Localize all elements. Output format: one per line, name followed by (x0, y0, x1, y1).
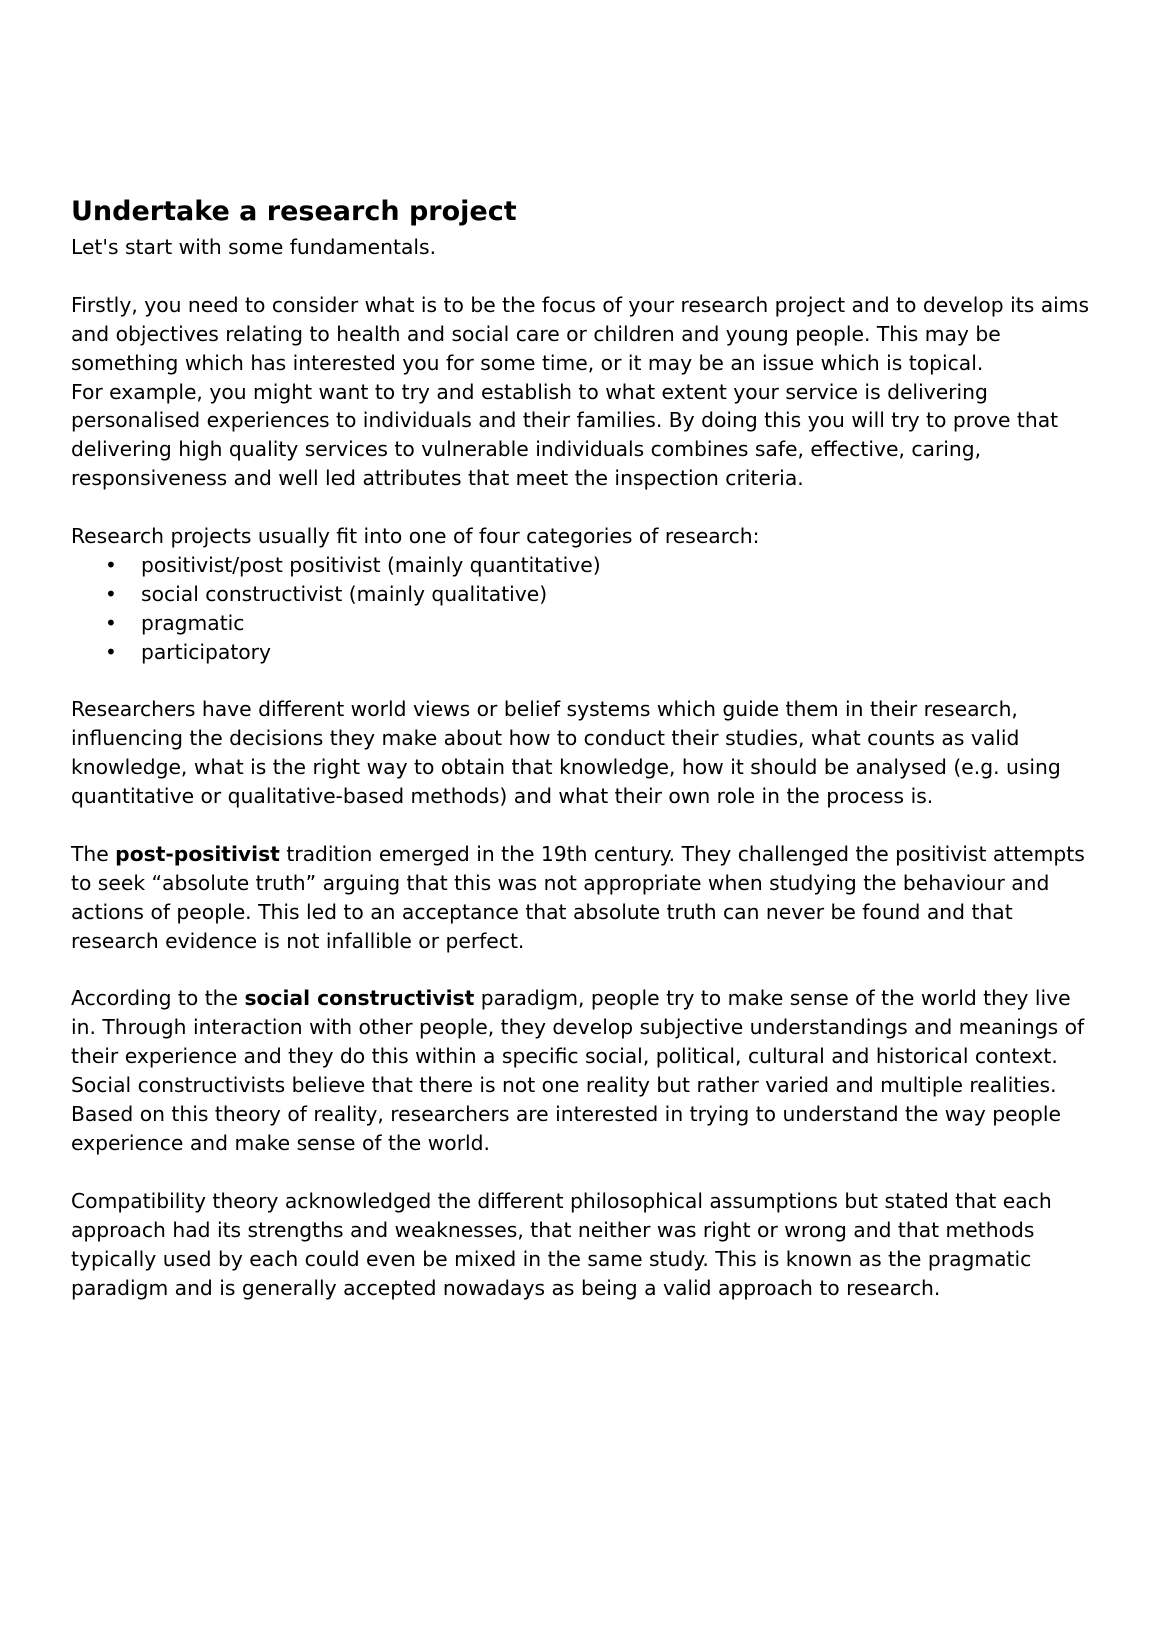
post-positivist-lead: The (71, 841, 116, 866)
list-item-text: positivist/post positivist (mainly quantitative) (141, 552, 601, 577)
post-positivist-paragraph (71, 840, 1101, 956)
compatibility-paragraph: Compatibility theory acknowledged the different philosophical assumptions but stated that each approach had its strengths and weaknesses, that neither was right or wrong and that methods typically used by each could even be mixed in the same study. This is known as the pragmatic paradigm and is generally accepted nowadays as being a valid approach to research. (71, 1188, 1052, 1300)
worldviews-paragraph: Researchers have different world views or belief systems which guide them in their research, influencing the decisions they make about how to conduct their studies, what counts as valid knowledge, what is the right way to obtain that knowledge, how it should be analysed (e.g. using quantitative or qualitative-based methods) and what their own role in the process is. (71, 697, 1061, 809)
categories-list (71, 551, 1101, 667)
list-item (71, 580, 1101, 609)
paragraph-spacer (71, 667, 1101, 696)
social-constructivist-lead: According to the (71, 986, 245, 1011)
paragraph-spacer (71, 956, 1101, 985)
page-title: Undertake a research project (71, 196, 517, 227)
list-item-text: pragmatic (141, 610, 245, 635)
intro-paragraph: Let's start with some fundamentals. (71, 235, 437, 259)
social-constructivist-term: social constructivist (244, 986, 475, 1011)
bullet-icon: • (105, 610, 117, 635)
bullet-icon: • (105, 581, 117, 606)
paragraph-spacer (71, 811, 1101, 840)
bullet-icon: • (105, 552, 117, 577)
post-positivist-rest: tradition emerged in the 19th century. They challenged the positivist attempts to seek “absolute truth” arguing that this was not appropriate when studying the behaviour and actions of people. This led to an acceptance that absolute truth can never be found and that research evidence is not infallible or perfect. (71, 841, 1085, 953)
list-item (71, 638, 1101, 667)
bullet-icon: • (105, 639, 117, 664)
list-item (71, 551, 1101, 580)
categories-intro: Research projects usually fit into one of four categories of research: (71, 524, 760, 549)
example-paragraph: For example, you might want to try and establish to what extent your service is delivering personalised experiences to individuals and their families. By doing this you will try to prove that delivering high quality services to vulnerable individuals combines safe, effective, caring, responsiveness and well led attributes that meet the inspection criteria. (71, 379, 1059, 491)
paragraph-spacer (71, 493, 1101, 522)
list-item-text: social constructivist (mainly qualitative) (141, 581, 548, 606)
post-positivist-term: post-positivist (115, 841, 280, 866)
list-item (71, 609, 1101, 638)
social-constructivist-rest: paradigm, people try to make sense of the world they live in. Through interaction with other people, they develop subjective understandings and meanings of their experience and they do this within a specific social, political, cultural and historical context. Social constructivists believe that there is not one reality but rather varied and multiple realities. Based on this theory of reality, researchers are interested in trying to understand the way people experience and make sense of the world. (71, 986, 1085, 1156)
social-constructivist-paragraph (71, 984, 1101, 1157)
paragraph-spacer (71, 262, 1101, 291)
list-item-text: participatory (141, 639, 272, 664)
document-page (71, 190, 1101, 1302)
focus-paragraph: Firstly, you need to consider what is to be the focus of your research project and to develop its aims and objectives relating to health and social care or children and young people. This may be something which has interested you for some time, or it may be an issue which is topical. (71, 292, 1090, 375)
paragraph-spacer (71, 1158, 1101, 1187)
